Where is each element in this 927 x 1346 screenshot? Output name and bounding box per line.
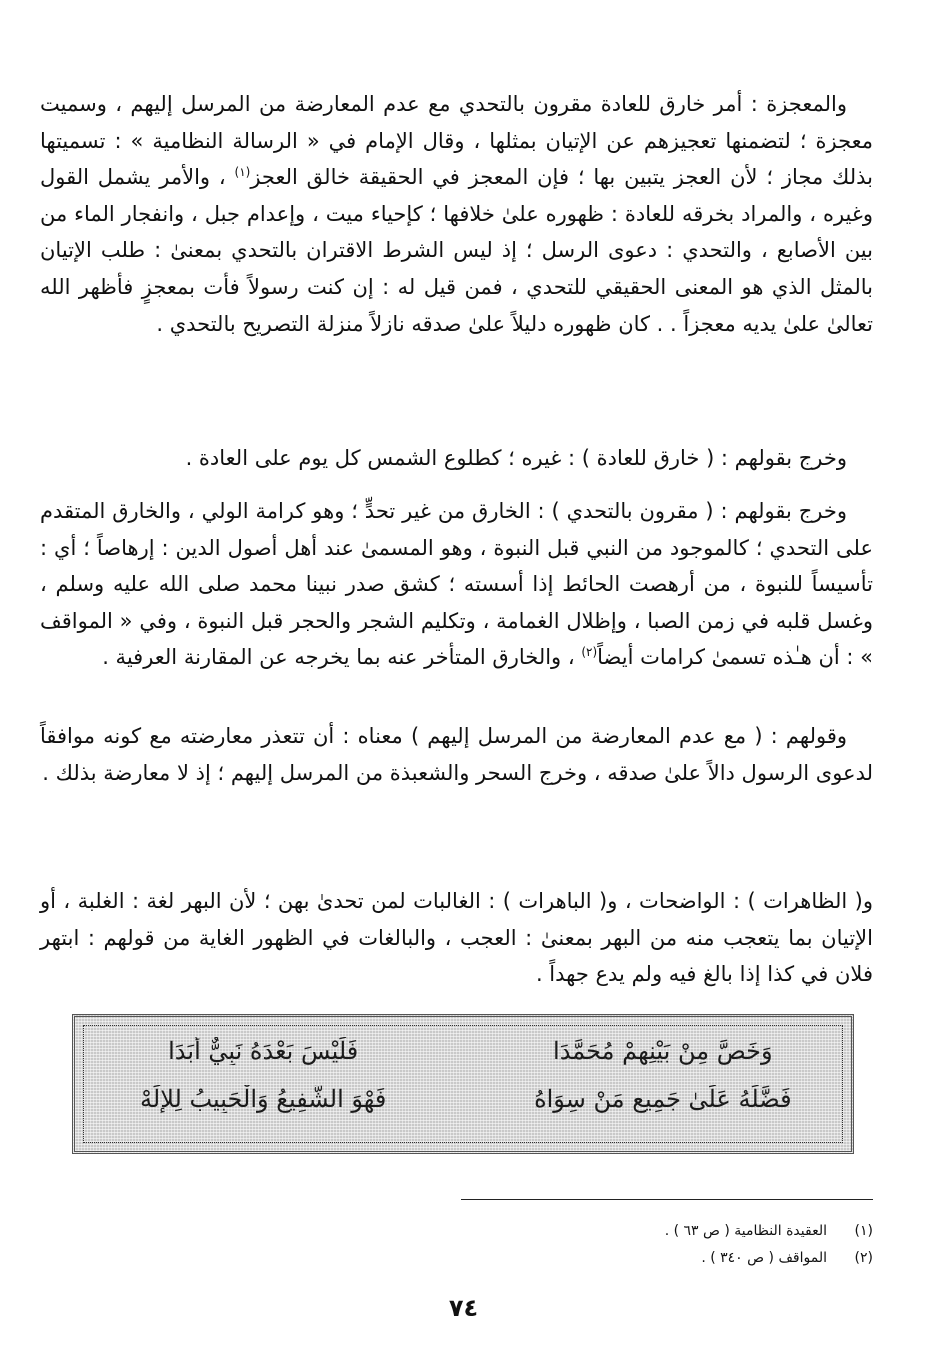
paragraph-muarada bbox=[40, 718, 873, 791]
paragraph-text: والمعجزة : أمر خارق للعادة مقرون بالتحدي مع عدم المعارضة من المرسل إليهم ، وسميت معجزة ؛ لتضمنها تعجيزهم عن الإتيان بمثلها ، وقال الإمام في « الرسالة النظامية » : تسميتها بذلك مجاز ؛ لأن العجز يتبين بها ؛ فإن المعجز في الحقيقة خالق العجز bbox=[40, 92, 873, 190]
paragraph-miracle-definition bbox=[40, 86, 873, 342]
poem-hemistich-left: فَلَيْسَ بَعْدَهُ نَبِيٌّ أَبَدَا bbox=[168, 1037, 359, 1065]
footnote-number: (١) bbox=[854, 1223, 873, 1239]
footnote-number: (٢) bbox=[854, 1250, 873, 1266]
paragraph-khariq bbox=[40, 440, 873, 477]
paragraph-text: وخرج بقولهم : ( خارق للعادة ) : غيره ؛ كطلوع الشمس كل يوم على العادة . bbox=[185, 446, 847, 470]
footnote-text: المواقف ( ص ٣٤٠ ) . bbox=[701, 1250, 827, 1266]
footnote-ref-1[interactable]: (١) bbox=[234, 165, 251, 180]
paragraph-text: وخرج بقولهم : ( مقرون بالتحدي ) : الخارق من غير تحدٍّ ؛ وهو كرامة الولي ، والخارق المتقدم على التحدي ؛ كالموجود من النبي قبل النبوة ، وهو المسمىٰ عند أهل أصول الدين : إرهاصاً ؛ أي : تأسيساً للنبوة ، من أرهصت الحائط إذا أسسته ؛ كشق صدر نبينا محمد صلى الله عليه وسلم ، وغسل قلبه في زمن الصبا ، وإظلال الغمامة ، وتكليم الشجر والحجر قبل النبوة ، وفي « المواقف » : أن هـٰذه تسمىٰ كرامات أيضاً bbox=[40, 499, 873, 670]
paragraph-tahaddi bbox=[40, 493, 873, 676]
paragraph-text: و( الظاهرات ) : الواضحات ، و( الباهرات ) : الغالبات لمن تحدىٰ بهن ؛ لأن البهر لغة : الغلبة ، أو الإتيان بما يتعجب منه من البهر بمعنىٰ : العجب ، والبالغات في الظهور الغاية من قولهم : ابتهر فلان في كذا إذا بالغ فيه ولم يدع جهداً . bbox=[40, 889, 873, 987]
page-number: ٧٤ bbox=[448, 1294, 479, 1322]
poem-line-2 bbox=[93, 1079, 833, 1119]
footnotes bbox=[400, 1218, 873, 1272]
poem-line-1 bbox=[93, 1031, 833, 1071]
footnote-item bbox=[400, 1218, 873, 1245]
footnote-text: العقيدة النظامية ( ص ٦٣ ) . bbox=[664, 1223, 827, 1239]
paragraph-text: ، والأمر يشمل القول وغيره ، والمراد بخرقه للعادة : ظهوره علىٰ خلافها ؛ كإحياء ميت ، وإعدام جبل ، وانفجار الماء من بين الأصابع ، والتحدي : دعوى الرسل ؛ إذ ليس الشرط الاقتران بالتحدي بمعنىٰ : طلب الإتيان بالمثل الذي هو المعنى الحقيقي للتحدي ، فمن قيل له : إن كنت رسولاً فأت بمعجزٍ فأظهر الله تعالىٰ علىٰ يديه معجزاً . . كان ظهوره دليلاً علىٰ صدقه نازلاً منزلة التصريح بالتحدي . bbox=[40, 165, 873, 336]
poem-frame bbox=[72, 1014, 854, 1154]
paragraph-zahirat bbox=[40, 883, 873, 993]
paragraph-text: ، والخارق المتأخر عنه بما يخرجه عن المقارنة العرفية . bbox=[102, 645, 582, 670]
paragraph-text: وقولهم : ( مع عدم المعارضة من المرسل إليهم ) معناه : أن تتعذر معارضته مع كونه موافقاً لدعوى الرسول دالاً علىٰ صدقه ، وخرج السحر والشعبذة من المرسل إليهم ؛ إذ لا معارضة بذلك . bbox=[40, 724, 873, 785]
footnote-separator bbox=[461, 1199, 873, 1200]
poem-hemistich-right: وَخَصَّ مِنْ بَيْنِهِمْ مُحَمَّدَا bbox=[553, 1037, 773, 1065]
footnote-ref-2[interactable]: (٢) bbox=[581, 645, 598, 660]
poem-hemistich-left: فَهْوَ الشَّفِيعُ وَالْحَبِيبُ لِلإِلَهْ bbox=[140, 1085, 387, 1113]
footnote-item bbox=[400, 1245, 873, 1272]
poem-hemistich-right: فَضَّلَهُ عَلَىٰ جَمِيعِ مَنْ سِوَاهُ bbox=[534, 1085, 792, 1113]
